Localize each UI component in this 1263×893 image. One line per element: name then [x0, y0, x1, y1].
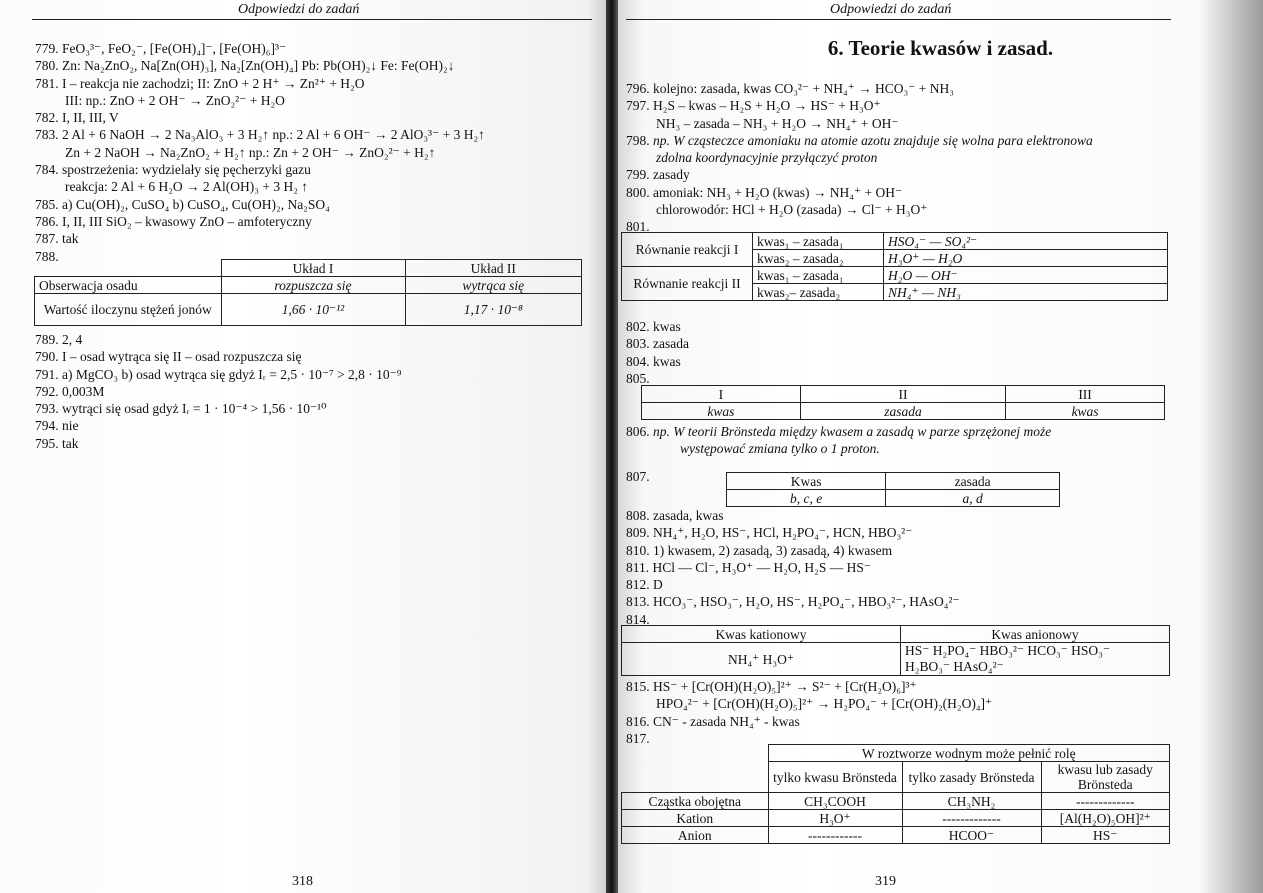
col-header: kwasu lub zasady Brönsteda — [1041, 762, 1170, 793]
answer-line: 789. 2, 4 — [35, 332, 83, 347]
answer-line: 781. I – reakcja nie zachodzi; II: ZnO + 2 H⁺ → Zn²⁺ + H₂O — [35, 75, 365, 91]
answer-line: HPO₄²⁻ + [Cr(OH)(H₂O)₅]²⁺ → H₂PO₄⁻ + [Cr(OH)₂(H₂O)₄]⁺ — [656, 696, 993, 712]
table-cell: ------------ — [768, 827, 902, 844]
running-header: Odpowiedzi do zadań — [830, 2, 952, 17]
answer-line: występować zmiana tylko o 1 proton. — [680, 441, 880, 457]
col-header: Kwas — [727, 473, 886, 490]
answer-line: 795. tak — [35, 435, 79, 451]
table-cell: kwas — [642, 403, 801, 420]
table-cell: HS⁻ — [1041, 827, 1170, 844]
section-title: 6. Teorie kwasów i zasad. — [827, 36, 1054, 60]
answer-line: 807. — [626, 468, 650, 484]
answer-line: 810. 1) kwasem, 2) zasadą, 3) zasadą, 4) kwasem — [626, 542, 893, 558]
answer-line: 809. NH₄⁺, H₂O, HS⁻, HCl, H₂PO₄⁻, HCN, HBO₃²⁻ — [626, 525, 913, 541]
col-header: Kwas anionowy — [901, 626, 1170, 643]
table-cell: HS⁻ H₂PO₄⁻ HBO₃²⁻ HCO₃⁻ HSO₃⁻ H₂BO₃⁻ HAsO₄²⁻ — [901, 643, 1170, 676]
answer-line: 782. I, II, III, V — [35, 110, 119, 126]
table-cell: CH₃NH₂ — [902, 793, 1041, 810]
answer-line: 816. CN⁻ - zasada NH₄⁺ - kwas — [626, 713, 800, 729]
row-label: Kation — [622, 810, 769, 827]
answer-line: III: np.: ZnO + 2 OH⁻ → ZnO₂²⁻ + H₂O — [65, 92, 285, 108]
table-cell: ------------- — [902, 810, 1041, 827]
answer-line: 808. zasada, kwas — [626, 508, 724, 523]
answer-line: 785. a) Cu(OH)₂, CuSO₄ b) CuSO₄, Cu(OH)₂, Na₂SO₄ — [35, 196, 330, 212]
col-header: zasada — [886, 473, 1060, 490]
table-cell: kwas₁ – zasada₁ — [753, 233, 884, 250]
answer-line: 787. tak — [35, 231, 79, 247]
table-cell: 1,66 · 10⁻¹² — [221, 294, 405, 326]
table-cell: HCOO⁻ — [902, 827, 1041, 844]
answer-line: 815. HS⁻ + [Cr(OH)(H₂O)₅]²⁺ → S²⁻ + [Cr(H₂O)₆]³⁺ — [626, 679, 917, 694]
answer-line: 804. kwas — [626, 353, 681, 369]
row-label: Anion — [622, 827, 769, 844]
col-header: Kwas kationowy — [622, 626, 901, 643]
table-817 — [621, 744, 1170, 844]
answer-line: 792. 0,003M — [35, 383, 105, 399]
answer-line: 817. — [626, 730, 650, 746]
table-cell: kwas₁ – zasada₁ — [753, 267, 884, 284]
answer-line: 813. HCO₃⁻, HSO₃⁻, H₂O, HS⁻, H₂PO₄⁻, HBO₃²⁻, HAsO₄²⁻ — [626, 594, 960, 610]
answers-815-817 — [626, 678, 992, 747]
page-number: 318 — [292, 874, 313, 889]
book-gutter — [606, 0, 618, 893]
col-header: II — [800, 386, 1005, 403]
answer-line: 796. kolejno: zasada, kwas CO₃²⁻ + NH₄⁺ → HCO₃⁻ + NH₃ — [626, 81, 954, 96]
answer-line: 790. I – osad wytrąca się II – osad rozpuszcza się — [35, 349, 302, 365]
table-caption: W roztworze wodnym może pełnić rolę — [768, 745, 1170, 762]
page-number: 319 — [875, 874, 896, 889]
header-rule — [626, 19, 1171, 20]
answer-line: 803. zasada — [626, 336, 689, 352]
header-rule — [32, 19, 592, 20]
answer-line: 801. — [626, 219, 650, 235]
col-header: tylko kwasu Brönsteda — [768, 762, 902, 793]
running-header: Odpowiedzi do zadań — [238, 2, 360, 17]
table-805 — [641, 385, 1165, 420]
table-cell: H₃O⁺ — [768, 810, 902, 827]
table-cell: H₃O⁺ — H₂O — [884, 250, 1168, 267]
row-label: Obserwacja osadu — [35, 277, 222, 294]
answer-line: 779. FeO₃³⁻, FeO₂⁻, [Fe(OH)₄]⁻, [Fe(OH)₆]³⁻ — [35, 41, 287, 56]
row-label: Wartość iloczynu stężeń jonów — [35, 294, 222, 326]
answer-line: 793. wytrąci się osad gdyż Iᵣ = 1 · 10⁻⁴ > 1,56 · 10⁻¹⁰ — [35, 401, 327, 417]
answer-line: 786. I, II, III SiO₂ – kwasowy ZnO – amfoteryczny — [35, 213, 312, 229]
empty-corner — [622, 745, 769, 762]
answer-line: 798. np. W cząsteczce amoniaku na atomie azotu znajduje się wolna para elektronowa — [626, 132, 1093, 148]
table-cell: HSO₄⁻ — SO₄²⁻ — [884, 233, 1168, 250]
answer-line: 791. a) MgCO₃ b) osad wytrąca się gdyż Iᵣ = 2,5 · 10⁻⁷ > 2,8 · 10⁻⁹ — [35, 366, 402, 382]
table-cell: kwas₂ – zasada₂ — [753, 250, 884, 267]
table-cell: CH₃COOH — [768, 793, 902, 810]
table-788 — [34, 259, 582, 326]
answer-line: 788. — [35, 248, 59, 264]
left-page — [0, 0, 606, 893]
answer-line: 814. — [626, 611, 650, 627]
table-814 — [621, 625, 1170, 676]
answer-line: 783. 2 Al + 6 NaOH → 2 Na₃AlO₃ + 3 H₂↑ np.: 2 Al + 6 OH⁻ → 2 AlO₃³⁻ + 3 H₂↑ — [35, 127, 485, 143]
table-cell: kwas₂– zasada₂ — [753, 284, 884, 301]
table-cell: 1,17 · 10⁻⁸ — [405, 294, 582, 326]
answer-line: 805. — [626, 370, 650, 386]
col-header: I — [642, 386, 801, 403]
answers-796-801 — [626, 80, 1093, 236]
col-header: Układ II — [405, 260, 582, 277]
answer-line: 784. spostrzeżenia: wydzielały się pęcherzyki gazu — [35, 162, 311, 178]
answer-line: 797. H₂S – kwas – H₂S + H₂O → HS⁻ + H₃O⁺ — [626, 98, 881, 114]
table-801 — [621, 232, 1168, 301]
row-label: Równanie reakcji I — [622, 233, 753, 267]
answers-808-814 — [626, 507, 960, 628]
table-cell: [Al(H₂O)₅OH]²⁺ — [1041, 810, 1170, 827]
table-cell: NH₄⁺ — NH₃ — [884, 284, 1168, 301]
answers-779-788 — [35, 40, 485, 265]
answer-line: reakcja: 2 Al + 6 H₂O → 2 Al(OH)₃ + 3 H₂ ↑ — [65, 179, 309, 195]
empty-corner — [622, 762, 769, 793]
row-label: Równanie reakcji II — [622, 267, 753, 301]
table-cell: NH₄⁺ H₃O⁺ — [622, 643, 901, 676]
answer-line: NH₃ – zasada – NH₃ + H₂O → NH₄⁺ + OH⁻ — [656, 115, 899, 131]
answer-line: 794. nie — [35, 418, 79, 434]
table-cell: ------------- — [1041, 793, 1170, 810]
table-cell: rozpuszcza się — [221, 277, 405, 294]
answer-line: zdolna koordynacyjnie przyłączyć proton — [656, 150, 878, 166]
answer-line: 812. D — [626, 577, 663, 593]
empty-corner — [35, 260, 222, 277]
col-header: III — [1006, 386, 1165, 403]
col-header: tylko zasady Brönsteda — [902, 762, 1041, 793]
answers-789-795 — [35, 331, 402, 452]
table-cell: kwas — [1006, 403, 1165, 420]
answer-line: 811. HCl — Cl⁻, H₃O⁺ — H₂O, H₂S — HS⁻ — [626, 559, 872, 575]
table-cell: H₂O — OH⁻ — [884, 267, 1168, 284]
answer-line: 780. Zn: Na₂ZnO₂, Na[Zn(OH)₃], Na₂[Zn(OH)₄] Pb: Pb(OH)₂↓ Fe: Fe(OH)₂↓ — [35, 58, 455, 74]
answers-802-805 — [626, 318, 689, 387]
table-807 — [726, 472, 1060, 507]
table-cell: wytrąca się — [405, 277, 582, 294]
row-label: Cząstka obojętna — [622, 793, 769, 810]
answer-line: chlorowodór: HCl + H₂O (zasada) → Cl⁻ + H₃O⁺ — [656, 202, 928, 218]
table-cell: zasada — [800, 403, 1005, 420]
answer-line: 800. amoniak: NH₃ + H₂O (kwas) → NH₄⁺ + OH⁻ — [626, 184, 903, 200]
table-cell: a, d — [886, 490, 1060, 507]
right-page — [618, 0, 1263, 893]
answer-line: 802. kwas — [626, 319, 681, 334]
answer-line: 806. np. W teorii Brönsteda między kwasem a zasadą w parze sprzężonej może — [626, 424, 1052, 439]
answer-line: Zn + 2 NaOH → Na₂ZnO₂ + H₂↑ np.: Zn + 2 OH⁻ → ZnO₂²⁻ + H₂↑ — [65, 144, 436, 160]
col-header: Układ I — [221, 260, 405, 277]
table-cell: b, c, e — [727, 490, 886, 507]
answer-line: 799. zasady — [626, 167, 690, 183]
